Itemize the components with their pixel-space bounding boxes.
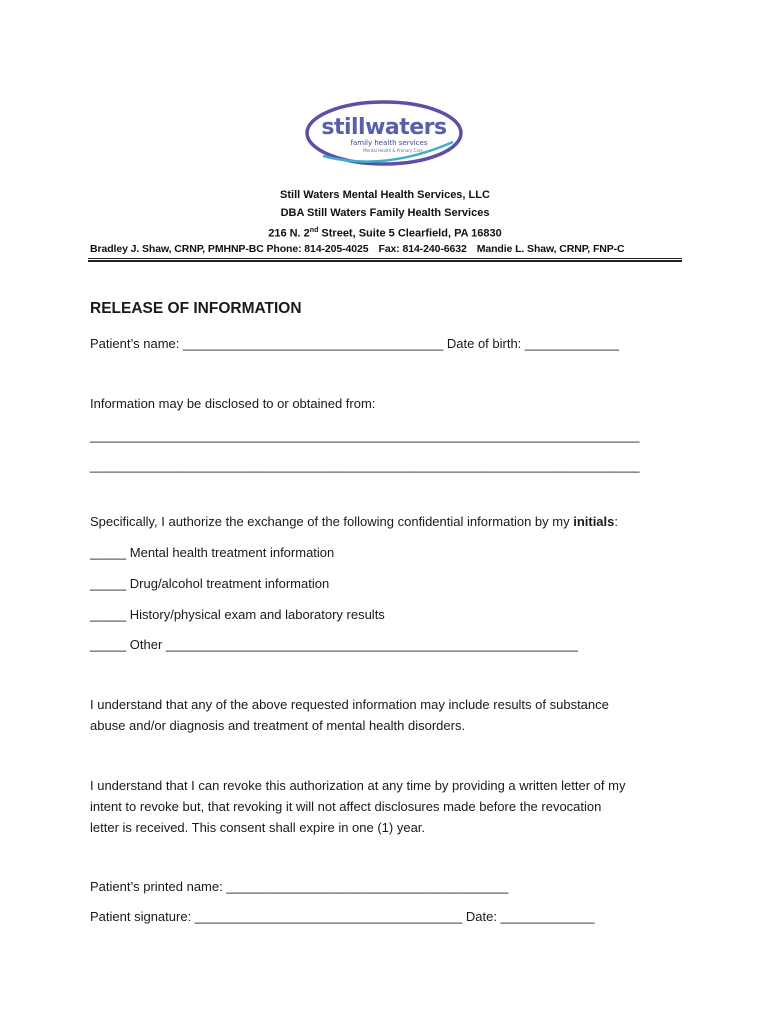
paragraph-line: intent to revoke but, that revoking it will not affect disclosures made before the revocation [90, 799, 602, 814]
option-other[interactable]: _____ Other _________________________________________________________ [90, 637, 578, 652]
disclosed-label: Information may be disclosed to or obtained from: [90, 396, 376, 411]
still-waters-logo [303, 98, 465, 168]
understand-paragraph-1 [90, 694, 690, 736]
authorize-colon: : [614, 514, 619, 529]
address-part: 216 N. 2 [268, 227, 310, 240]
paragraph-line: letter is received. This consent shall expire in one (1) year. [90, 820, 426, 835]
svg-text:stillwaters: stillwaters [321, 115, 447, 140]
paragraph-line: I understand that any of the above requested information may include results of substance [90, 697, 609, 712]
paragraph-line: abuse and/or diagnosis and treatment of mental health disorders. [90, 718, 466, 733]
form-title: RELEASE OF INFORMATION [90, 300, 302, 317]
address-superscript: nd [309, 227, 319, 234]
authorize-statement [90, 514, 618, 529]
header-divider [88, 258, 682, 262]
provider-2: Mandie L. Shaw, CRNP, FNP-C [476, 243, 625, 255]
svg-text:Mental Health & Primary Care: Mental Health & Primary Care [363, 148, 423, 153]
authorize-text: Specifically, I authorize the exchange of the following confidential information by my [90, 514, 574, 529]
dba-name: DBA Still Waters Family Health Services [280, 207, 490, 219]
understand-paragraph-2 [90, 775, 690, 838]
recipient-line-2[interactable]: ____________________________________________________________________________ [90, 458, 640, 473]
option-history-physical[interactable]: _____ History/physical exam and laboratory results [90, 607, 385, 622]
logo-graphic [303, 98, 465, 168]
recipient-line-1[interactable]: ____________________________________________________________________________ [90, 428, 640, 443]
printed-name-field[interactable]: Patient’s printed name: _______________________________________ [90, 879, 509, 894]
option-mental-health[interactable]: _____ Mental health treatment information [90, 545, 335, 560]
signature-date-field[interactable]: Patient signature: _____________________________________ Date: _____________ [90, 909, 595, 924]
option-drug-alcohol[interactable]: _____ Drug/alcohol treatment information [90, 576, 330, 591]
address-part: Street, Suite 5 Clearfield, PA 16830 [318, 227, 502, 240]
company-name: Still Waters Mental Health Services, LLC [280, 189, 490, 201]
fax-number: Fax: 814-240-6632 [378, 243, 467, 255]
svg-text:family health services: family health services [350, 139, 428, 147]
patient-name-dob-field[interactable]: Patient’s name: ____________________________________ Date of birth: _____________ [90, 336, 619, 351]
provider-contacts [90, 240, 690, 258]
initials-emphasis: initials [573, 514, 615, 529]
provider-1-phone: Bradley J. Shaw, CRNP, PMHNP-BC Phone: 814-205-4025 [90, 243, 369, 255]
paragraph-line: I understand that I can revoke this authorization at any time by providing a written letter of my [90, 778, 626, 793]
